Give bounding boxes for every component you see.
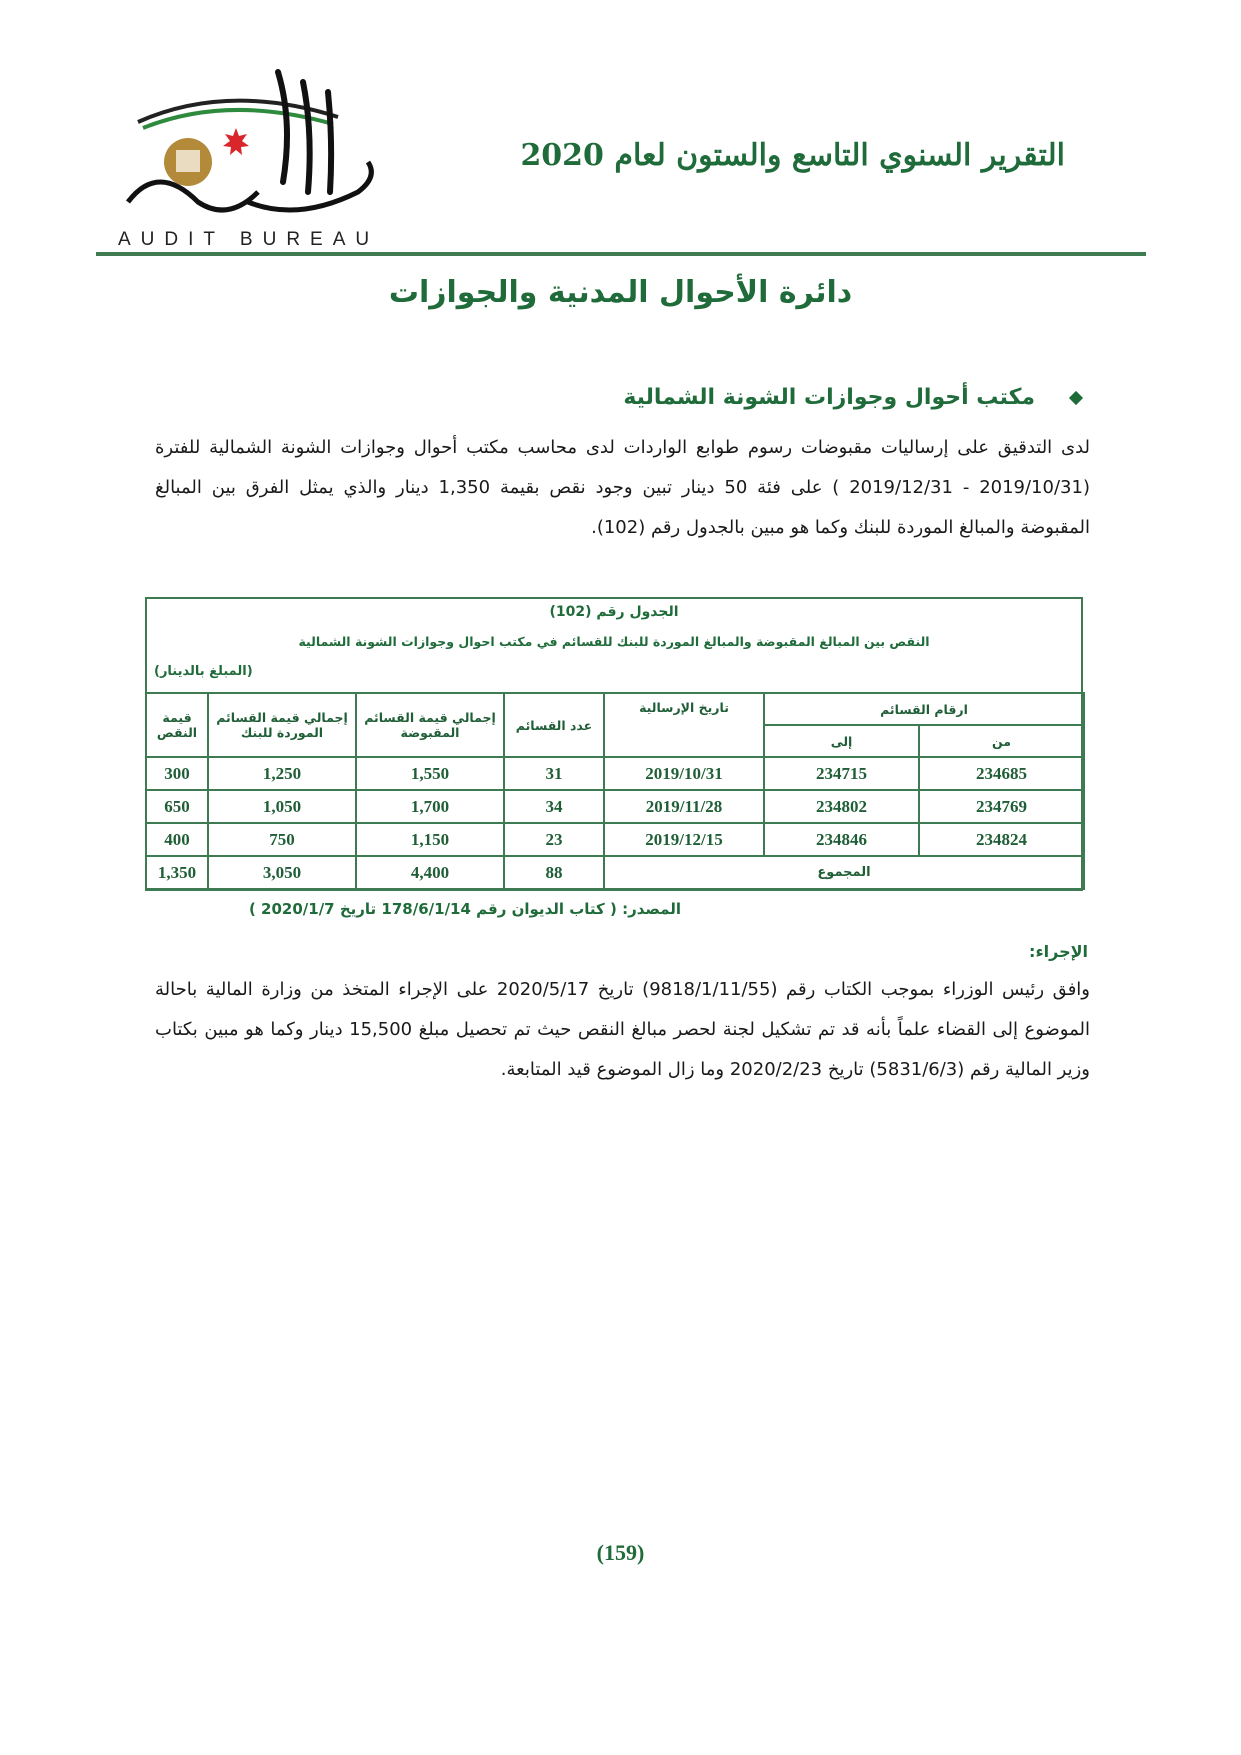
- cell-count: 34: [504, 790, 604, 823]
- total-deposited: 3,050: [208, 856, 356, 889]
- cell-from: 234769: [919, 790, 1084, 823]
- header-count: عدد القسائم: [504, 693, 604, 757]
- cell-received: 1,150: [356, 823, 504, 856]
- cell-date: 2019/10/31: [604, 757, 764, 790]
- report-title: التقرير السنوي التاسع والستون لعام 2020: [520, 138, 1065, 173]
- table-total-row: [146, 856, 1084, 889]
- cell-deposited: 750: [208, 823, 356, 856]
- table-title: الجدول رقم (102): [549, 604, 679, 620]
- cell-to: 234715: [764, 757, 919, 790]
- cell-deposited: 1,050: [208, 790, 356, 823]
- department-title: دائرة الأحوال المدنية والجوازات: [388, 275, 853, 310]
- bullet-diamond-icon: [1069, 390, 1083, 404]
- action-paragraph: وافق رئيس الوزراء بموجب الكتاب رقم (9818/1/11/55) تاريخ 2020/5/17 على الإجراء المتخذ من وزارة المالية باحالة الموضوع إلى القضاء علماً بأنه قد تم تشكيل لجنة لحصر مبالغ النقص حيث تم تحصيل مبلغ 15,500 دينار وكما هو مبين بكتاب وزير المالية رقم (5831/6/3) تاريخ 2020/2/23 وما زال الموضوع قيد المتابعة.: [155, 979, 1090, 1080]
- page-number: (159): [596, 1540, 645, 1565]
- total-received: 4,400: [356, 856, 504, 889]
- table-unit: (المبلغ بالدينار): [154, 664, 253, 679]
- cell-received: 1,550: [356, 757, 504, 790]
- header-shortage: قيمة النقص: [146, 693, 208, 757]
- audit-bureau-logo: [118, 62, 418, 252]
- cell-from: 234824: [919, 823, 1084, 856]
- action-label: الإجراء:: [1029, 942, 1088, 961]
- header-total-deposited: إجمالي قيمة القسائم الموردة للبنك: [208, 693, 356, 757]
- section-heading: [623, 385, 1081, 410]
- header-send-date: تاريخ الإرسالية: [604, 693, 764, 757]
- cell-received: 1,700: [356, 790, 504, 823]
- cell-from: 234685: [919, 757, 1084, 790]
- section-heading-text: مكتب أحوال وجوازات الشونة الشمالية: [623, 385, 1035, 410]
- cell-shortage: 650: [146, 790, 208, 823]
- total-count: 88: [504, 856, 604, 889]
- table-row: [146, 823, 1084, 856]
- table-row: [146, 790, 1084, 823]
- cell-deposited: 1,250: [208, 757, 356, 790]
- cell-shortage: 400: [146, 823, 208, 856]
- header-to: إلى: [764, 725, 919, 757]
- shortage-table: [145, 692, 1085, 890]
- table-source: المصدر: ( كتاب الديوان رقم 178/6/1/14 تاريخ 2020/1/7 ): [248, 900, 681, 918]
- table-row: [146, 757, 1084, 790]
- cell-to: 234802: [764, 790, 919, 823]
- header-total-received: إجمالي قيمة القسائم المقبوضة: [356, 693, 504, 757]
- table-subtitle: النقص بين المبالغ المقبوضة والمبالغ الموردة للبنك للقسائم في مكتب احوال وجوازات الشونة الشمالية: [298, 634, 930, 649]
- header-divider: [96, 252, 1146, 256]
- total-label: المجموع: [604, 856, 1084, 889]
- cell-to: 234846: [764, 823, 919, 856]
- header-from: من: [919, 725, 1084, 757]
- section-paragraph: لدى التدقيق على إرساليات مقبوضات رسوم طوابع الواردات لدى محاسب مكتب أحوال وجوازات الشونة الشمالية للفترة (2019/10/31 - 2019/12/31 ) على فئة 50 دينار تبين وجود نقص بقيمة 1,350 دينار والذي يمثل الفرق بين المبالغ المقبوضة والمبالغ الموردة للبنك وكما هو مبين بالجدول رقم (102).: [155, 437, 1090, 538]
- cell-count: 23: [504, 823, 604, 856]
- cell-date: 2019/11/28: [604, 790, 764, 823]
- header-voucher-numbers: ارقام القسائم: [764, 693, 1084, 725]
- logo-caption: AUDIT BUREAU: [118, 229, 380, 250]
- total-shortage: 1,350: [146, 856, 208, 889]
- cell-count: 31: [504, 757, 604, 790]
- logo-calligraphy-icon: [118, 62, 418, 232]
- cell-shortage: 300: [146, 757, 208, 790]
- cell-date: 2019/12/15: [604, 823, 764, 856]
